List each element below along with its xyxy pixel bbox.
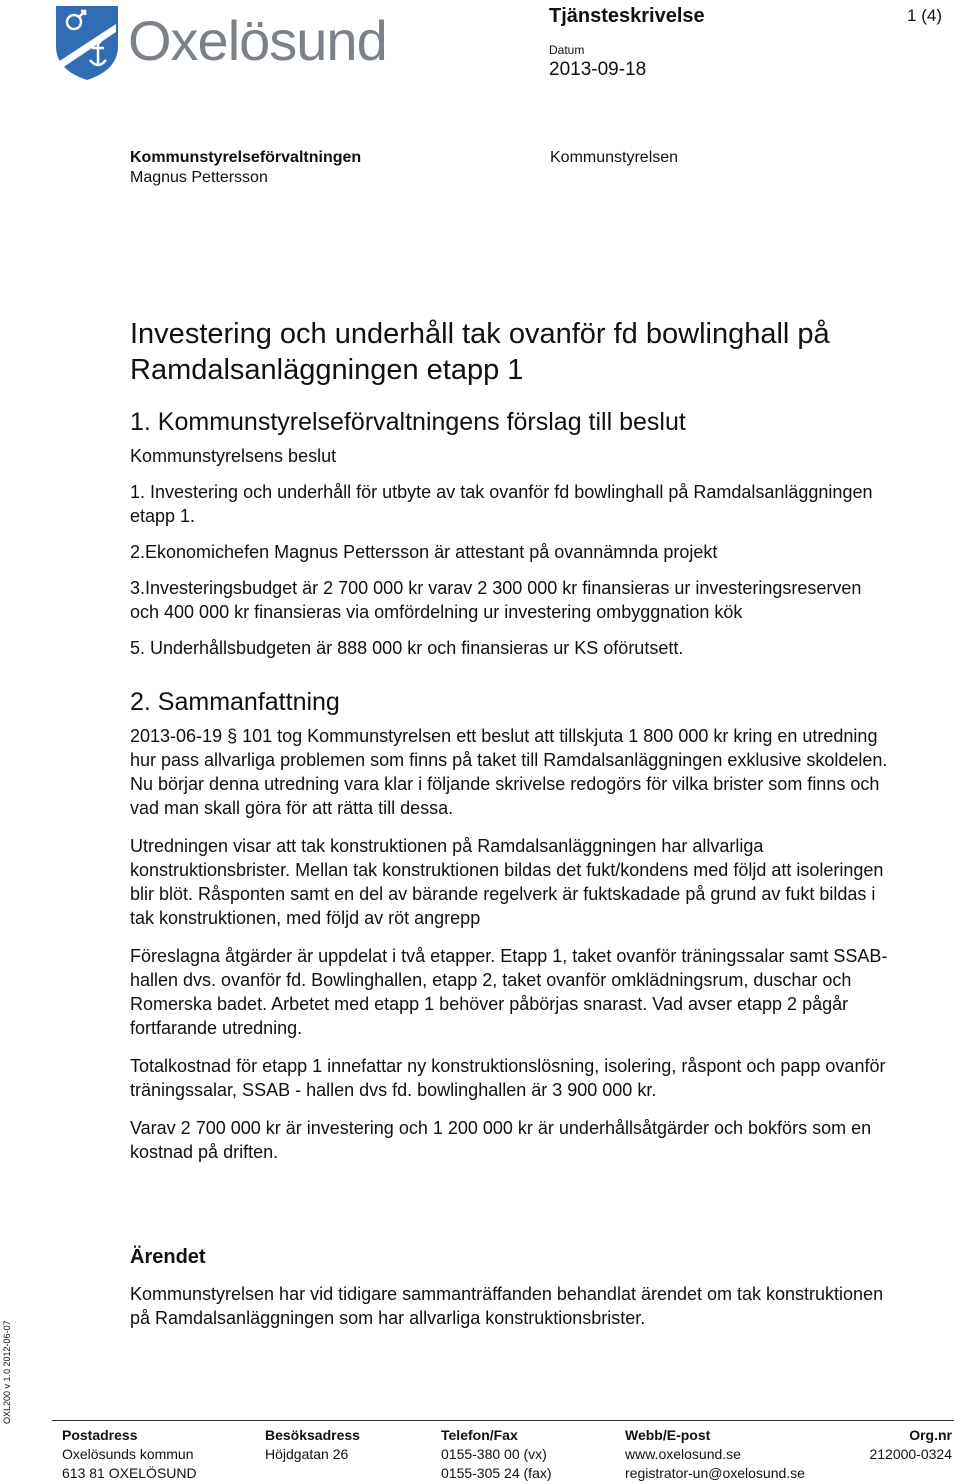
footer-divider — [52, 1420, 954, 1421]
arendet-section — [130, 1244, 890, 1330]
sender-block — [130, 148, 361, 188]
footer-value: Oxelösunds kommun — [62, 1446, 194, 1462]
summary-paragraph: Varav 2 700 000 kr är investering och 1 200 000 kr är underhållsåtgärder och bokförs som en kostnad på driften. — [130, 1118, 872, 1162]
footer-orgnr — [869, 1426, 952, 1464]
decision-item: 3.Investeringsbudget är 2 700 000 kr varav 2 300 000 kr finansieras ur investeringsreserven och 400 000 kr finansieras via omfördelning ur investering ombyggnation kök — [130, 578, 862, 622]
footer-value: Höjdgatan 26 — [265, 1446, 349, 1462]
decision-item: 2.Ekonomichefen Magnus Pettersson är attestant på ovannämnda projekt — [130, 542, 718, 562]
footer-label: Org.nr — [909, 1427, 952, 1443]
summary-paragraph: Utredningen visar att tak konstruktionen på Ramdalsanläggningen har allvarliga konstruktionsbrister. Mellan tak konstruktionen bildas det fukt/kondens med följd att isoleringen blir blöt. Råsponten samt en del av bärande regelverk är fuktskadade på grund av fukt bildas i tak konstruktionen, med följd av röt angrepp — [130, 836, 884, 928]
date-label: Datum — [549, 43, 585, 57]
template-code-text: OXL200 v 1.0 2012-06-07 — [2, 1320, 12, 1424]
section1-heading: 1. Kommunstyrelseförvaltningens förslag till beslut — [130, 408, 686, 436]
sender-org: Kommunstyrelseförvaltningen — [130, 149, 362, 166]
footer-besoksadress — [265, 1426, 360, 1464]
footer-website-link[interactable]: www.oxelosund.se — [625, 1446, 741, 1462]
footer-value: 613 81 OXELÖSUND — [62, 1465, 197, 1481]
footer-telefon — [441, 1426, 552, 1483]
footer-value: 0155-380 00 (vx) — [441, 1446, 547, 1462]
sender-name: Magnus Pettersson — [130, 169, 268, 186]
summary-paragraph: Totalkostnad för etapp 1 innefattar ny konstruktionslösning, isolering, råspont och papp ovanför träningssalar, SSAB - hallen dvs fd. bowlinghallen är 3 900 000 kr. — [130, 1056, 886, 1100]
section1-subheading: Kommunstyrelsens beslut — [130, 446, 337, 466]
decision-item: 5. Underhållsbudgeten är 888 000 kr och finansieras ur KS oförutsett. — [130, 638, 684, 658]
template-code — [1, 1314, 15, 1424]
main-content — [130, 406, 890, 1178]
footer-label: Telefon/Fax — [441, 1427, 518, 1443]
section2-heading: 2. Sammanfattning — [130, 688, 340, 716]
footer-email-link[interactable]: registrator-un@oxelosund.se — [625, 1465, 805, 1481]
shield-icon — [52, 2, 122, 82]
footer-value: 212000-0324 — [869, 1446, 952, 1462]
summary-paragraph: 2013-06-19 § 101 tog Kommunstyrelsen ett beslut att tillskjuta 1 800 000 kr kring en utredning hur pass allvarliga problemen som finns på taket till Ramdalsanläggningen exklusive skoldelen. Nu börjar denna utredning vara klar i följande skrivelse redogörs för vilka brister som finns och vad man skall göra för att rätta till dessa. — [130, 726, 888, 818]
arendet-text: Kommunstyrelsen har vid tidigare sammanträffanden behandlat ärendet om tak konstruktionen på Ramdalsanläggningen som har allvarliga konstruktionsbrister. — [130, 1284, 884, 1328]
footer-label: Webb/E-post — [625, 1427, 711, 1443]
summary-paragraph: Föreslagna åtgärder är uppdelat i två etapper. Etapp 1, taket ovanför träningssalar samt SSAB- hallen dvs. ovanför fd. Bowlinghallen, etapp 2, taket ovanför omklädningsrum, duschar och Romerska badet. Arbetet med etapp 1 behöver påbörjas snarast. Vad avser etapp 2 pågår fortfarande utredning. — [130, 946, 888, 1038]
page-number: 1 (4) — [907, 6, 942, 25]
arendet-heading: Ärendet — [130, 1246, 206, 1268]
footer-value: 0155-305 24 (fax) — [441, 1465, 552, 1481]
footer-webb — [625, 1426, 805, 1483]
document-type: Tjänsteskrivelse — [549, 5, 705, 27]
document-title: Investering och underhåll tak ovanför fd bowlinghall på Ramdalsanläggningen etapp 1 — [130, 318, 830, 386]
footer-postadress — [62, 1426, 197, 1483]
footer-label: Besöksadress — [265, 1427, 360, 1443]
footer-label: Postadress — [62, 1427, 138, 1443]
recipient: Kommunstyrelsen — [550, 149, 679, 166]
document-date: 2013-09-18 — [549, 59, 647, 80]
logo-wordmark: Oxelösund — [128, 9, 387, 72]
decision-item: 1. Investering och underhåll för utbyte av tak ovanför fd bowlinghall på Ramdalsanläggningen etapp 1. — [130, 482, 873, 526]
